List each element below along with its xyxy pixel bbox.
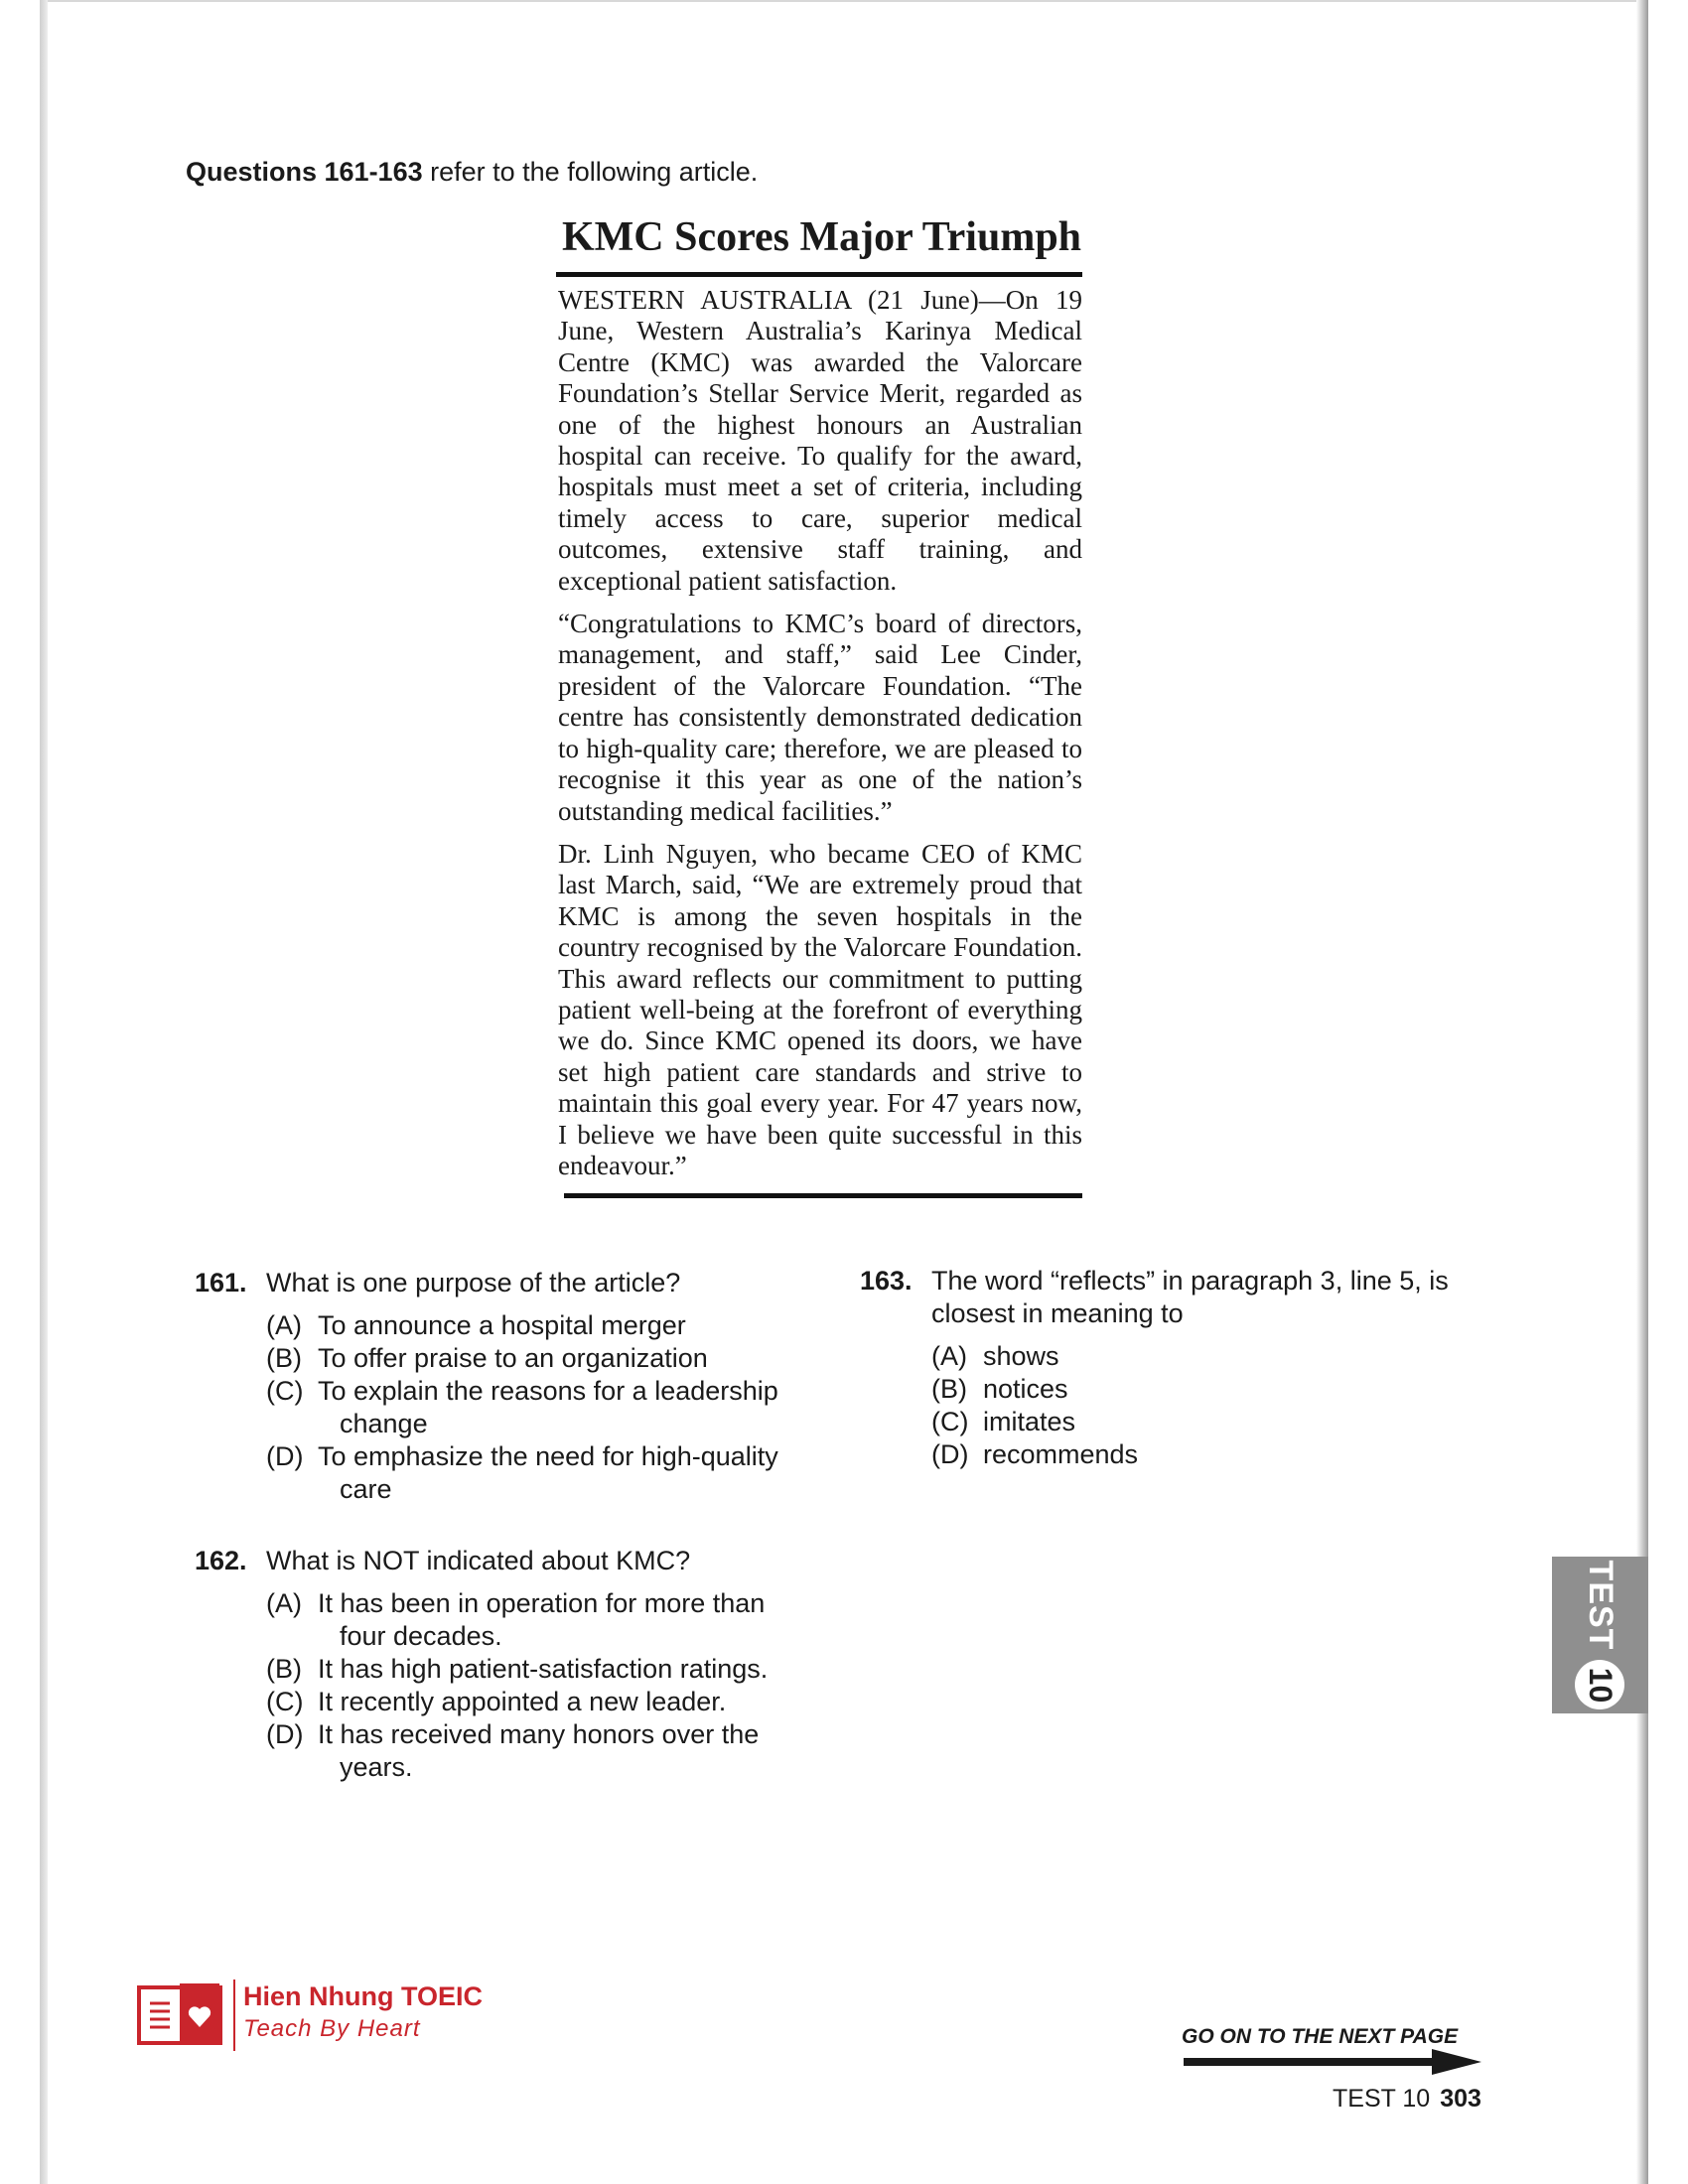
article-paragraph-3: Dr. Linh Nguyen, who became CEO of KMC last March, said, “We are extremely proud that KMC is among the seven hospitals in the country recognised by the Valorcare Foundation. This award reflects our commitment to putting patient well-being at the forefront of everything we do. Since KMC opened its doors, we have set high patient care standards and strive to maintain this goal every year. For 47 years now, I believe we have been quite successful in this endeavour.” <box>558 838 1082 1180</box>
logo-tagline: Teach By Heart <box>243 2015 421 2042</box>
questions-range: Questions 161-163 <box>186 157 423 187</box>
page-top-edge <box>40 0 1648 2</box>
page-number: 303 <box>1440 2085 1481 2113</box>
question-stem: What is NOT indicated about KMC? <box>266 1546 691 1575</box>
option-b[interactable]: (B) To offer praise to an organization <box>266 1343 708 1373</box>
article-bottom-rule <box>564 1193 1082 1198</box>
question-161 <box>195 1267 830 1506</box>
arrow-right-icon <box>1184 2049 1481 2075</box>
option-c[interactable]: (C) imitates <box>931 1407 1076 1436</box>
question-163 <box>860 1265 1495 1471</box>
publisher-logo <box>136 1976 513 2055</box>
article-paragraph-2: “Congratulations to KMC’s board of directors, management, and staff,” said Lee Cinder, president of the Valorcare Foundation. “The centre has consistently demonstrated dedication to high-quality care; therefore, we are pleased to recognise it this year as one of the nation’s outstanding medical facilities.” <box>558 609 1082 826</box>
page-right-edge <box>1636 0 1648 2184</box>
answer-options <box>266 1587 830 1784</box>
headline-rule <box>556 272 1082 277</box>
option-d[interactable]: (D) It has received many honors over the years. <box>266 1719 760 1782</box>
logo-divider <box>233 1979 235 2051</box>
page-left-edge <box>40 0 48 2184</box>
option-d[interactable]: (D) To emphasize the need for high-quality care <box>266 1441 778 1504</box>
logo-name: Hien Nhung TOEIC <box>243 1981 483 2011</box>
question-number: 162. <box>195 1546 247 1575</box>
test-side-tab <box>1552 1557 1648 1713</box>
side-tab-word: TEST <box>1582 1560 1619 1651</box>
option-a[interactable]: (A) It has been in operation for more than four decades. <box>266 1588 766 1651</box>
option-c[interactable]: (C) To explain the reasons for a leadership change <box>266 1376 778 1438</box>
page-footer <box>1333 2085 1481 2114</box>
question-stem: The word “reflects” in paragraph 3, line 5, is closest in meaning to <box>931 1266 1449 1328</box>
article-headline: KMC Scores Major Triumph <box>562 214 1082 260</box>
option-d[interactable]: (D) recommends <box>931 1439 1139 1469</box>
article-paragraph-1: WESTERN AUSTRALIA (21 June)—On 19 June, Western Australia’s Karinya Medical Centre (KMC) was awarded the Valorcare Foundation’s Stellar Service Merit, regarded as one of the highest honours an Australian hospital can receive. To qualify for the award, hospitals must meet a set of criteria, including timely access to care, superior medical outcomes, extensive staff training, and exceptional patient satisfaction. <box>558 285 1082 596</box>
book-heart-icon <box>136 1981 223 2047</box>
question-number: 161. <box>195 1268 247 1297</box>
option-c[interactable]: (C) It recently appointed a new leader. <box>266 1687 727 1716</box>
article <box>556 212 1082 1198</box>
questions-intro <box>186 157 758 188</box>
answer-options <box>266 1309 830 1506</box>
option-a[interactable]: (A) shows <box>931 1341 1059 1371</box>
go-on-next-page: GO ON TO THE NEXT PAGE <box>1182 2025 1459 2048</box>
question-number: 163. <box>860 1266 913 1296</box>
question-stem: What is one purpose of the article? <box>266 1268 681 1297</box>
option-a[interactable]: (A) To announce a hospital merger <box>266 1310 686 1340</box>
option-b[interactable]: (B) notices <box>931 1374 1068 1404</box>
answer-options <box>931 1340 1495 1471</box>
side-tab-number: 10 <box>1576 1660 1625 1709</box>
option-b[interactable]: (B) It has high patient-satisfaction ratings. <box>266 1654 769 1684</box>
footer-test-label: TEST 10 <box>1333 2085 1431 2113</box>
intro-text: refer to the following article. <box>422 157 759 187</box>
question-162 <box>195 1545 830 1784</box>
